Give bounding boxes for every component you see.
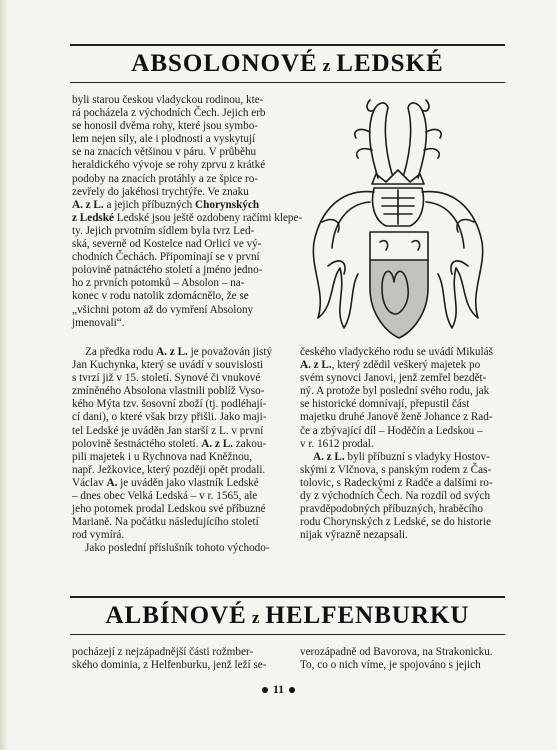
- text-line: v r. 1612 prodal.: [300, 437, 374, 450]
- text-line: se honosil dvěma rohy, které jsou symbo-: [72, 120, 259, 133]
- page-edge-shadow: [0, 0, 8, 750]
- text-line: A. z L. a jejich příbuzných Chorynských: [72, 198, 260, 211]
- text-line: pili majetek i u Rychnova nad Kněžnou,: [72, 450, 253, 463]
- text-line: A. z L., který zdědil veškerý majetek po: [300, 359, 481, 372]
- text-line: zevřely do jakéhosi trychtýře. Ve znaku: [72, 185, 249, 198]
- bullet-icon: [289, 687, 295, 693]
- text-line: Václav A. je uváděn jako vlastník Ledské: [72, 476, 259, 489]
- intro-paragraph: [72, 94, 303, 330]
- section-heading-albinove: ALBÍNOVÉ z HELFENBURKU: [105, 602, 470, 629]
- text-line: se historické domnívají, přepustil část: [300, 398, 470, 411]
- last-member-paragraph: [300, 346, 505, 542]
- top-rule: [70, 44, 505, 46]
- section-heading-absolonove: ABSOLONOVÉ z LEDSKÉ: [131, 50, 444, 77]
- text-line: Marianě. Na počátku následujícího století: [72, 516, 259, 529]
- text-line: Za předka rodu A. z L. je považován jistý: [85, 346, 273, 358]
- albinove-paragraph-right: [300, 646, 505, 672]
- text-line: majetku druhé Janově ženě Johance z Rad-: [300, 411, 493, 424]
- text-line: konec v rodu natolik zdomácnělo, že se: [72, 290, 249, 303]
- text-line: tel Ledské je uváděn Jan starší z L. v první: [72, 424, 264, 437]
- text-line: heraldického vývoje se rohy zprvu z krátké: [72, 159, 266, 172]
- heading-underline: [70, 82, 505, 83]
- text-line: z Ledské Ledské jsou ještě ozdobeny račími klepe-: [72, 211, 303, 224]
- text-line: rodu Chorynských z Ledské, se do historie: [300, 516, 492, 529]
- text-line: Jan Kuchynka, který se uvádí v souvislosti: [72, 359, 264, 372]
- text-line: jmenovali“.: [72, 316, 125, 329]
- text-line: jeho potomek prodal Ledskou své příbuzné: [72, 503, 266, 516]
- section2-underline: [70, 634, 505, 635]
- text-line: ská, severně od Kostelce nad Orlicí ve vý-: [72, 238, 262, 251]
- text-line: ho z prvních potomků – Absolon – na-: [72, 277, 245, 290]
- text-line: A. z L. byli příbuzní s vladyky Hostov-: [313, 450, 490, 463]
- text-line: če a zbývající díl – Hoděčín a Ledskou –: [300, 424, 483, 437]
- text-line: lem nejen síly, ale i plodnosti a vyskytují: [72, 133, 256, 146]
- text-line: ského dominia, z Helfenburku, jenž leží se-: [72, 659, 267, 672]
- text-line: ty. Jejich prvotním sídlem byla tvrz Led-: [72, 224, 255, 237]
- albinove-paragraph-left: [72, 646, 290, 672]
- text-line: rod vymírá.: [72, 529, 125, 542]
- text-line: „všichni potom až do vymření Absolony: [72, 303, 254, 316]
- text-line: se na znacích většinou v páru. V průběhu: [72, 146, 257, 159]
- text-line: To, co o nich víme, je spojováno s jejich: [300, 659, 481, 672]
- section2-top-rule: [70, 596, 505, 598]
- text-line: pravděpodobných příbuzných, hraběcího: [300, 503, 483, 516]
- text-line: verozápadně od Bavorova, na Strakonicku.: [300, 646, 493, 658]
- text-line: kého Mýta tzv. šosovní zboží (tj. podléhají-: [72, 398, 267, 411]
- text-line: rá pocházela z východních Čech. Jejich erb: [72, 107, 266, 120]
- text-line: – dnes obec Velká Ledská – v r. 1565, ale: [72, 490, 258, 503]
- text-line: byli starou českou vladyckou rodinou, kte-: [72, 94, 264, 106]
- text-line: polovině patnáctého století a jméno jedno-: [72, 264, 263, 277]
- text-line: skými z Vlčnova, s panským rodem z Čas-: [300, 463, 492, 476]
- text-line: svém synovci Janovi, jenž zemřel bezdět-: [300, 372, 487, 385]
- text-line: cí dani), o které však brzy přišli. Jako maji-: [72, 411, 267, 424]
- text-line: českého vladyckého rodu se uvádí Mikuláš: [300, 346, 493, 358]
- text-line: Jako poslední příslušník tohoto východo-: [85, 542, 270, 555]
- text-line: např. Ježkovice, který později opět prodali.: [72, 463, 266, 476]
- text-line: ný. A protože byl poslední svého rodu, jak: [300, 385, 490, 398]
- text-line: s tvrzí již v 15. století. Synové či vnukové: [72, 372, 261, 385]
- text-line: nijak výrazně nezapsali.: [300, 529, 408, 542]
- page-number: 11: [0, 682, 557, 697]
- text-line: dy z východních Čech. Na rozdíl od svých: [300, 490, 491, 503]
- bullet-icon: [262, 687, 268, 693]
- text-line: tolovic, s Radeckými z Radče a dalšími ro-: [300, 476, 493, 489]
- history-paragraph: [72, 346, 290, 556]
- text-line: pocházejí z nejzápadnější části rožmber-: [72, 646, 254, 658]
- text-line: zmíněného Absolona vlastnili poblíž Vyso-: [72, 385, 265, 398]
- text-line: chodních Čechách. Připomínají se v první: [72, 251, 260, 264]
- coat-of-arms-illustration: [300, 92, 505, 346]
- text-line: podoby na znacích protáhly a ze špice ro-: [72, 172, 259, 185]
- text-line: polovině šestnáctého století. A. z L. zakou-: [72, 437, 267, 450]
